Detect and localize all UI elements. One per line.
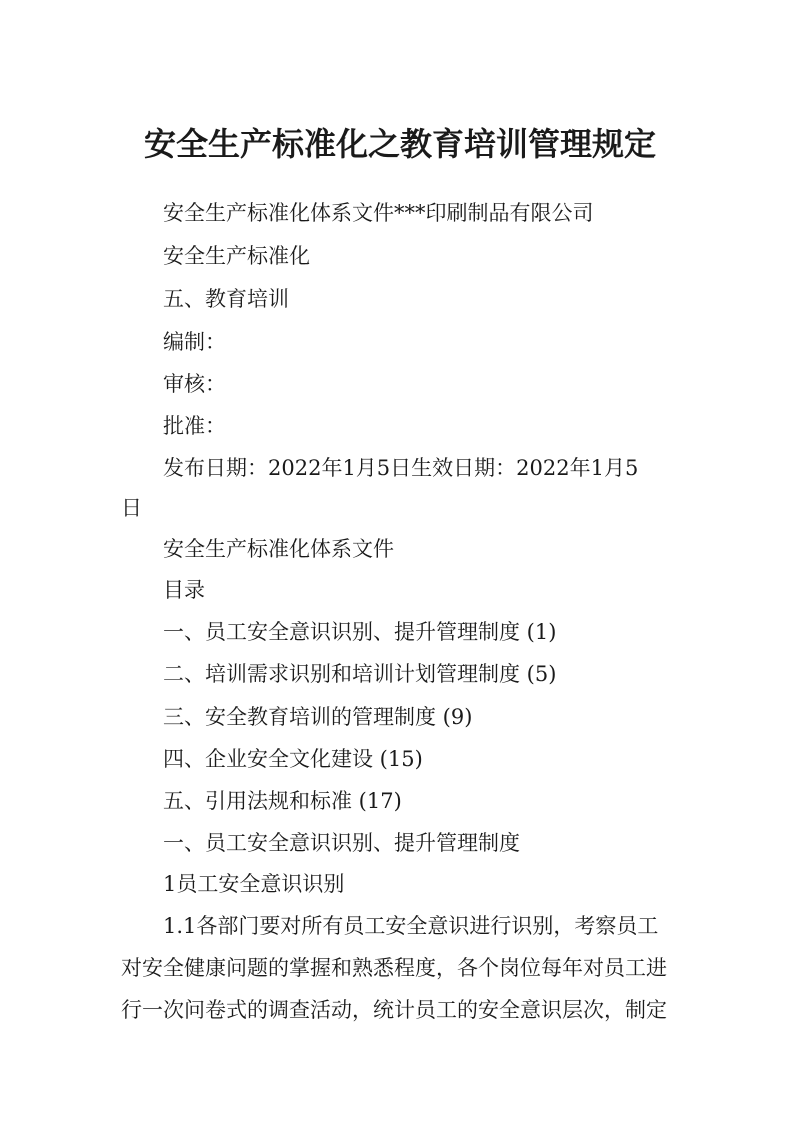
toc-heading: 目录 [163, 578, 205, 602]
toc-item: 三、安全教育培训的管理制度 (9) [163, 705, 473, 729]
reviewed-by-field: 审核： [163, 372, 226, 396]
company-line: 安全生产标准化体系文件***印刷制品有限公司 [163, 201, 594, 225]
dates-line-continued: 日 [121, 496, 142, 520]
body-text-line: 对安全健康问题的掌握和熟悉程度，各个岗位每年对员工进 [121, 956, 667, 980]
subtitle-line: 安全生产标准化 [163, 244, 310, 268]
approved-by-field: 批准： [163, 414, 226, 438]
chapter-heading: 一、员工安全意识识别、提升管理制度 [163, 831, 520, 855]
body-text-line: 1.1各部门要对所有员工安全意识进行识别，考察员工 [163, 914, 659, 938]
prepared-by-field: 编制： [163, 330, 226, 354]
document-title: 安全生产标准化之教育培训管理规定 [143, 125, 656, 163]
toc-item: 五、引用法规和标准 (17) [163, 789, 402, 813]
system-file-line: 安全生产标准化体系文件 [163, 537, 394, 561]
toc-item: 一、员工安全意识识别、提升管理制度 (1) [163, 620, 557, 644]
toc-item: 二、培训需求识别和培训计划管理制度 (5) [163, 662, 557, 686]
toc-item: 四、企业安全文化建设 (15) [163, 747, 423, 771]
dates-line: 发布日期：2022年1月5日生效日期：2022年1月5 [163, 456, 639, 480]
body-text-line: 行一次问卷式的调查活动，统计员工的安全意识层次，制定 [121, 998, 667, 1022]
subsection-heading: 1员工安全意识识别 [163, 872, 345, 896]
section-heading: 五、教育培训 [163, 287, 289, 311]
